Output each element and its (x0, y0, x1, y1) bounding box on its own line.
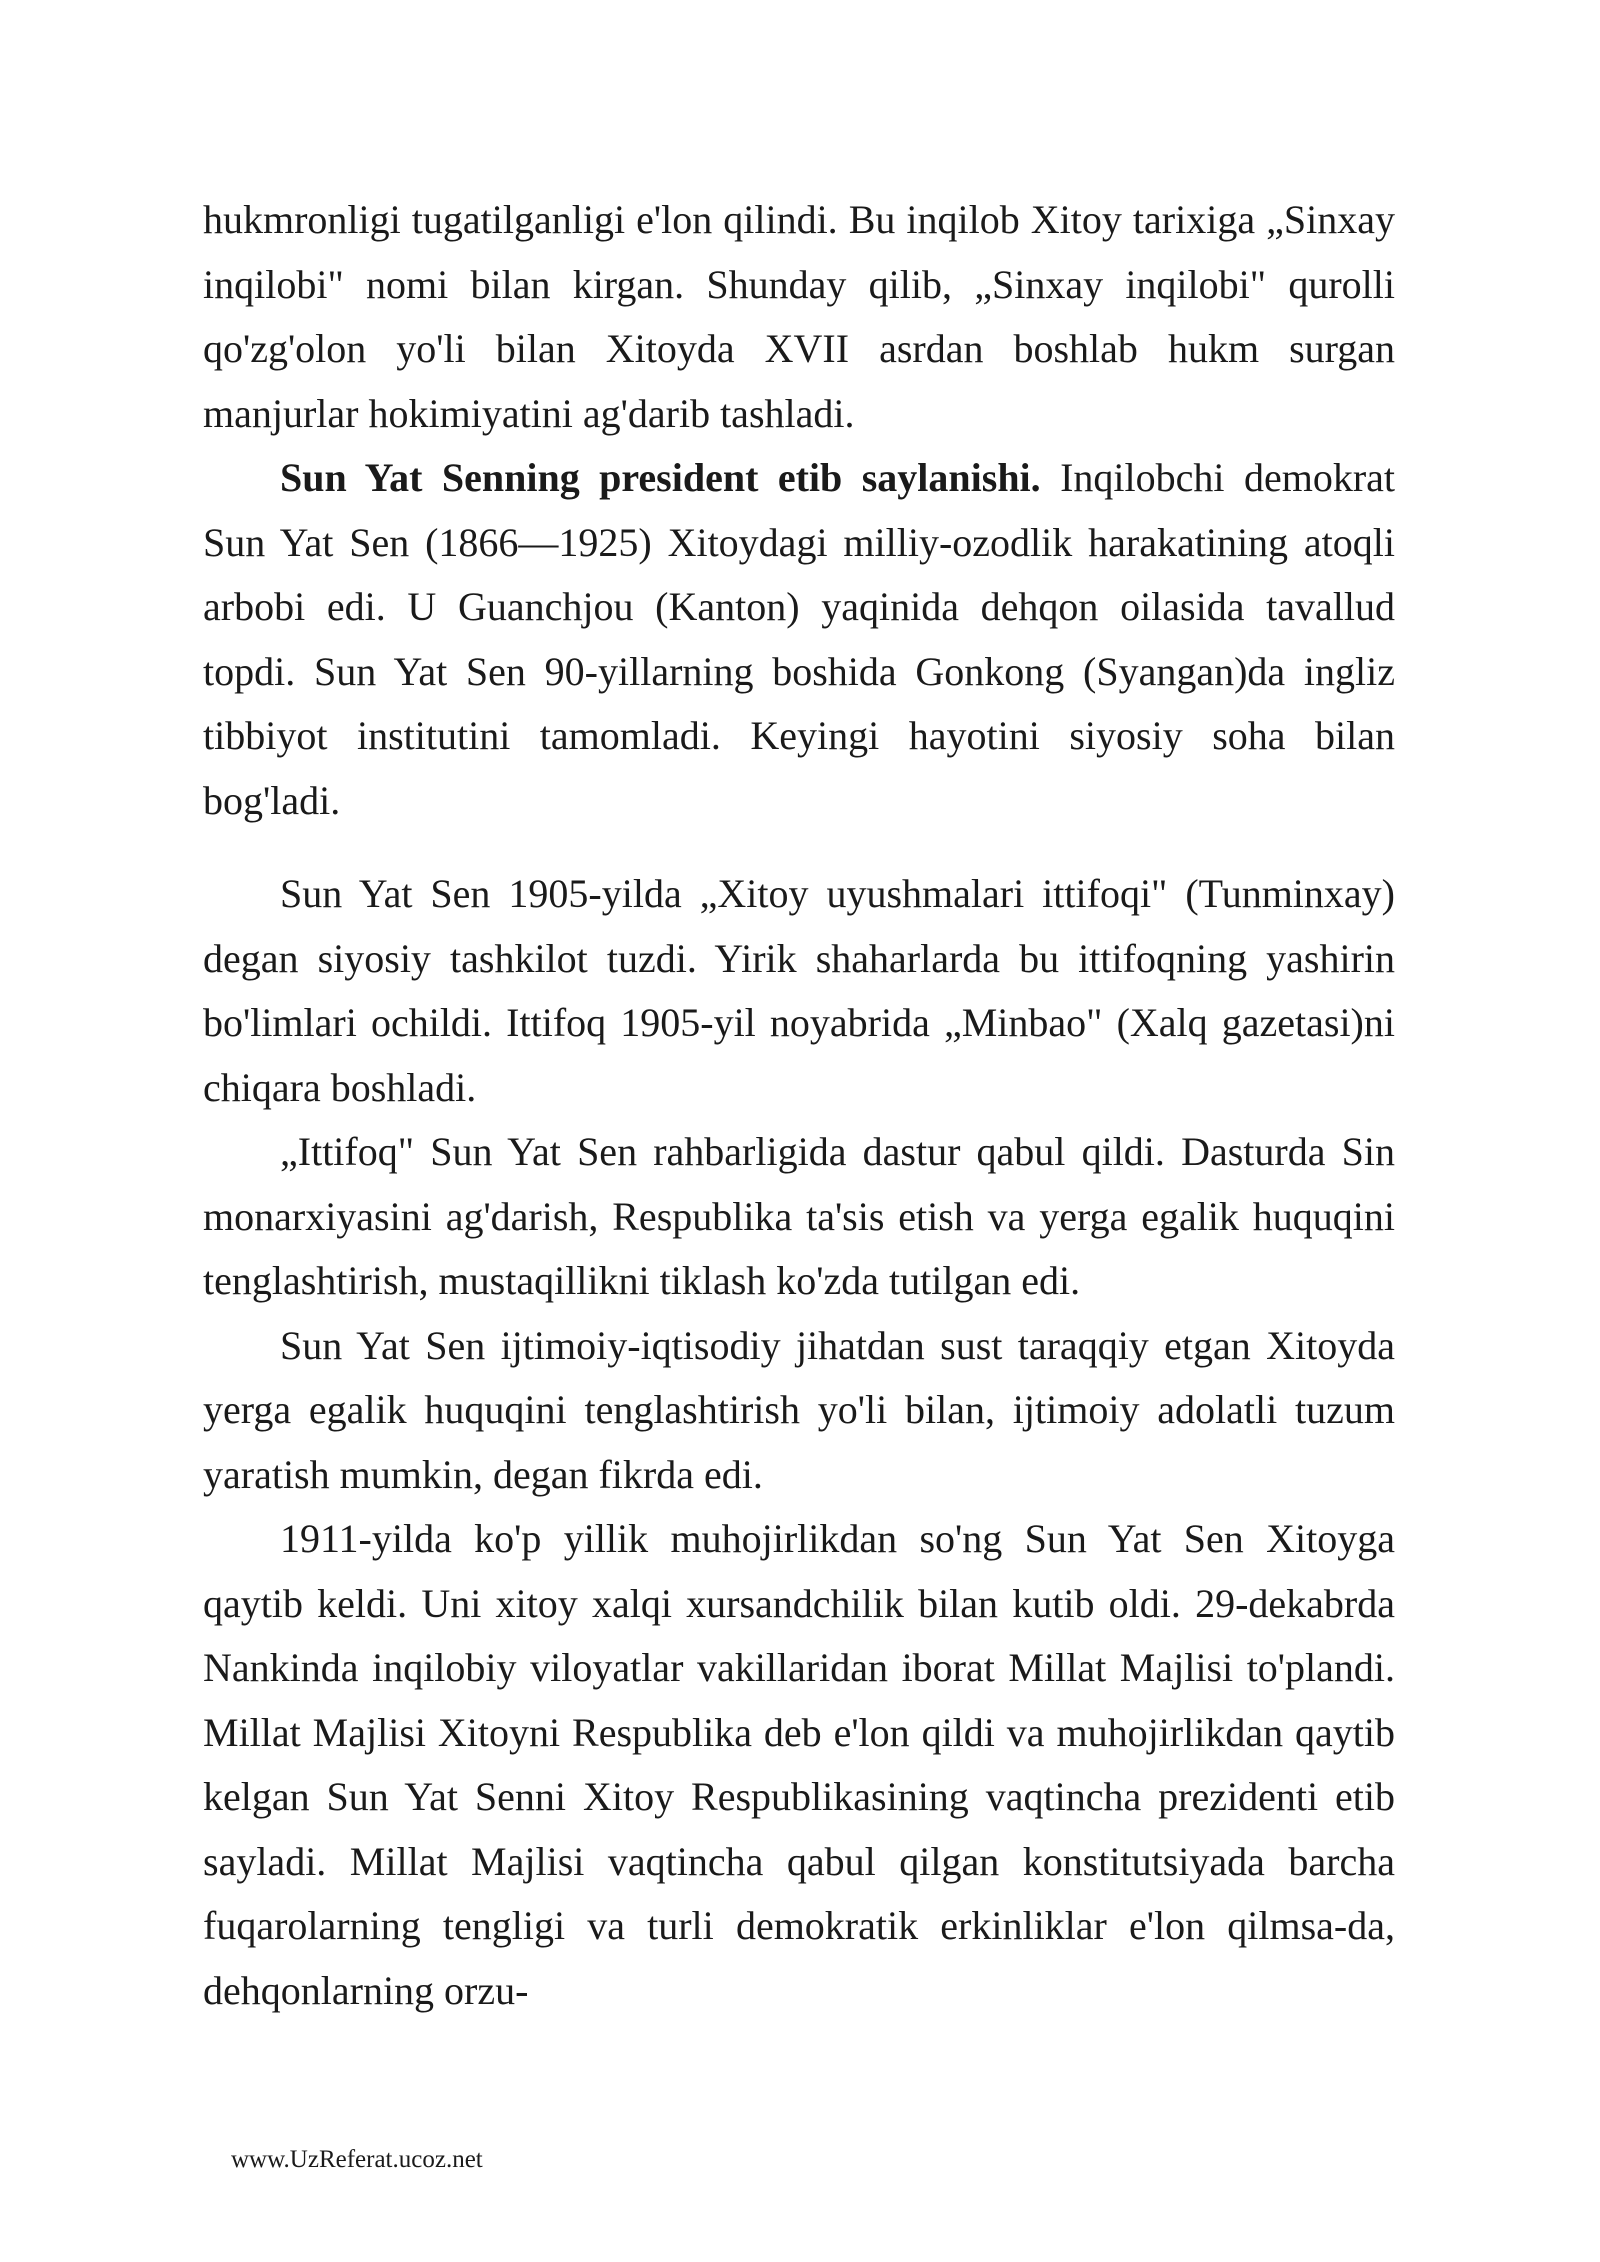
section-heading: Sun Yat Senning president etib saylanishi. (280, 455, 1041, 500)
paragraph-6: 1911-yilda ko'p yillik muhojirlikdan so'ng Sun Yat Sen Xitoyga qaytib keldi. Uni xitoy xalqi xursandchilik bilan kutib oldi. 29-dekabrda Nankinda inqilobiy viloyatlar vakillaridan iborat Millat Majlisi to'plandi. Millat Majlisi Xitoyni Respublika deb e'lon qildi va muhojirlikdan qaytib kelgan Sun Yat Senni Xitoy Respublikasining vaqtincha prezidenti etib sayladi. Millat Majlisi vaqtincha qabul qilgan konstitutsiyada barcha fuqarolarning tengligi va turli demokratik erkinliklar e'lon qilmsa-da, dehqonlarning orzu- (203, 1516, 1395, 2013)
document-body (203, 188, 1395, 2023)
paragraph-2-text: Inqilobchi demokrat Sun Yat Sen (1866—1925) Xitoydagi milliy-ozodlik harakatining atoqli arbobi edi. U Guanchjou (Kanton) yaqinida dehqon oilasida tavallud topdi. Sun Yat Sen 90-yillarning boshida Gonkong (Syangan)da ingliz tibbiyot institutini tamomladi. Keyingi hayotini siyosiy soha bilan bog'ladi. (203, 455, 1396, 823)
paragraph-2 (203, 446, 1395, 833)
paragraph-3: Sun Yat Sen 1905-yilda „Xitoy uyushmalari ittifoqi" (Tunminxay) degan siyosiy tashkilot tuzdi. Yirik shaharlarda bu ittifoqning yashirin bo'limlari ochildi. Ittifoq 1905-yil noyabrida „Minbao" (Xalq gazetasi)ni chiqara boshladi. (203, 871, 1395, 1110)
paragraph-4: „Ittifoq" Sun Yat Sen rahbarligida dastur qabul qildi. Dasturda Sin monarxiyasini ag'darish, Respublika ta'sis etish va yerga egalik huquqini tenglashtirish, mustaqillikni tiklash ko'zda tutilgan edi. (203, 1129, 1395, 1303)
footer-link[interactable]: www.UzReferat.ucoz.net (231, 2146, 483, 2173)
paragraph-1: hukmronligi tugatilganligi e'lon qilindi. Bu inqilob Xitoy tarixiga „Sinxay inqilobi" nomi bilan kirgan. Shunday qilib, „Sinxay inqilobi" qurolli qo'zg'olon yo'li bilan Xitoyda XVII asrdan boshlab hukm surgan manjurlar hokimiyatini ag'darib tashladi. (203, 197, 1395, 436)
paragraph-5: Sun Yat Sen ijtimoiy-iqtisodiy jihatdan sust taraqqiy etgan Xitoyda yerga egalik huquqini tenglashtirish yo'li bilan, ijtimoiy adolatli tuzum yaratish mumkin, degan fikrda edi. (203, 1322, 1395, 1497)
